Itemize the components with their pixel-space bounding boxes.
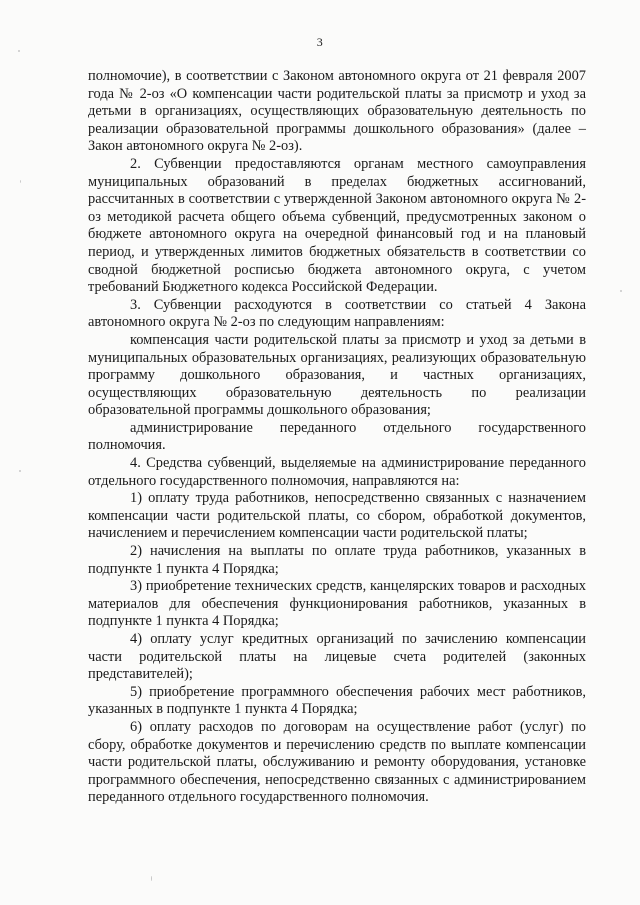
page-number: 3	[316, 35, 324, 49]
subitem-2: 2) начисления на выплаты по оплате труда работников, указанных в подпункте 1 пункта 4 Порядка;	[88, 543, 586, 577]
document-body	[88, 68, 586, 807]
scan-speck	[620, 290, 622, 292]
paragraph-direction-compensation: компенсация части родительской платы за присмотр и уход за детьми в муниципальных образовательных организациях, реализующих образовательную программу дошкольного образования, и частных организациях, осуществляющих образовательную деятельность по реализации образовательной программы дошкольного образования;	[88, 331, 586, 419]
scan-speck	[151, 876, 152, 881]
scan-speck	[20, 180, 21, 183]
paragraph-item-3: 3. Субвенции расходуются в соответствии со статьей 4 Закона автономного округа № 2-оз по следующим направлениям:	[88, 296, 586, 331]
subitem-1: 1) оплату труда работников, непосредственно связанных с назначением компенсации части родительской платы, со сбором, обработкой документов, начислением и перечислением компенсации части родительской платы;	[88, 490, 586, 542]
subitem-5: 5) приобретение программного обеспечения рабочих мест работников, указанных в подпункте 1 пункта 4 Порядка;	[88, 683, 586, 718]
scan-speck	[19, 470, 21, 472]
subitem-4: 4) оплату услуг кредитных организаций по зачислению компенсации части родительской платы на лицевые счета родителей (законных представителей);	[88, 631, 586, 683]
subitem-6: 6) оплату расходов по договорам на осуществление работ (услуг) по сбору, обработке документов и перечислению средств по выплате компенсации части родительской платы, обслуживанию и ремонту оборудования, установке программного обеспечения, непосредственно связанных с администрированием переданного отдельного государственного полномочия.	[88, 718, 586, 806]
paragraph-direction-administration: администрирование переданного отдельного государственного полномочия.	[88, 419, 586, 454]
paragraph-item-2: 2. Субвенции предоставляются органам местного самоуправления муниципальных образований в пределах бюджетных ассигнований, рассчитанных в соответствии с утвержденной Законом автономного округа № 2-оз методикой расчета общего объема субвенций, предусмотренных законом о бюджете автономного округа на очередной финансовый год и на плановый период, и утвержденных лимитов бюджетных обязательств в соответствии со сводной бюджетной росписью бюджета автономного округа, с учетом требований Бюджетного кодекса Российской Федерации.	[88, 155, 586, 296]
paragraph-item-4: 4. Средства субвенций, выделяемые на администрирование переданного отдельного государственного полномочия, направляются на:	[88, 455, 586, 489]
scan-speck	[18, 50, 20, 52]
paragraph-continuation: полномочие), в соответствии с Законом автономного округа от 21 февраля 2007 года № 2-оз «О компенсации части родительской платы за присмотр и уход за детьми в организациях, осуществляющих образовательную деятельность по реализации образовательной программы дошкольного образования» (далее – Закон автономного округа № 2-оз).	[88, 68, 586, 155]
subitem-3: 3) приобретение технических средств, канцелярских товаров и расходных материалов для обеспечения функционирования работников, указанных в подпункте 1 пункта 4 Порядка;	[88, 578, 586, 630]
